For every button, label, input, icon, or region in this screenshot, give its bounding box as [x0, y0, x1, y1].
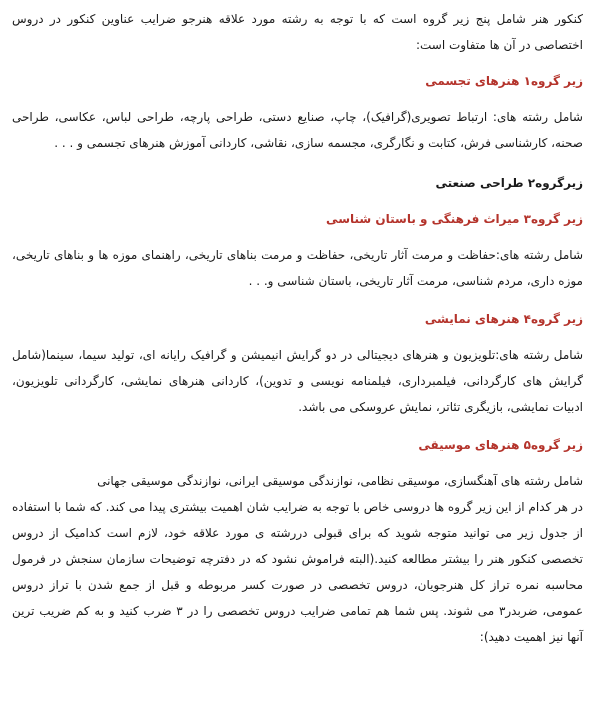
body-visual-arts: شامل رشته های: ارتباط تصویری(گرافیک)، چاپ، صنایع دستی، طراحی پارچه، طراحی لباس، عکاسی، طراحی صحنه، کارشناسی فرش، کتابت و نگارگری، مجسمه سازی، نقاشی، کاردانی آموزش هنرهای تجسمی و . . .: [12, 110, 583, 150]
heading-cultural-heritage: زیر گروه۳ میراث فرهنگی و باستان شناسی: [326, 212, 583, 226]
body-music: شامل رشته های آهنگسازی، موسیقی نظامی، نوازندگی موسیقی ایرانی، نوازندگی موسیقی جهانی: [97, 474, 583, 488]
closing-paragraph: در هر کدام از این زیر گروه ها دروسی خاص با توجه به ضرایب شان اهمیت بیشتری پیدا می کند. که شما با استفاده از جدول زیر می توانید متوجه شوید که برای قبولی دررشته ی مورد علاقه خود، لازم است کدامیک از دروس تخصصی کنکور هنر را بیشتر مطالعه کنید.(البته فراموش نشود که در دفترچه توضیحات سازمان سنجش در فرمول محاسبه نمره تراز کل هنرجویان، دروس تخصصی در صورت کسر مربوطه و قبل از جمع شدن با تراز دروس عمومی، ضربدر۳ می شوند. پس شما هم تمامی ضرایب دروس تخصصی را در ۳ ضرب کنید و به کم ضریب ترین آنها نیز اهمیت دهید):: [12, 500, 583, 644]
intro-paragraph: کنکور هنر شامل پنج زیر گروه است که با توجه به رشته مورد علاقه هنرجو ضرایب عناوین کنکور در دروس اختصاصی در آن ها متفاوت است:: [12, 12, 583, 52]
heading-visual-arts: زیر گروه۱ هنرهای تجسمی: [425, 74, 583, 88]
heading-performing-arts: زیر گروه۴ هنرهای نمایشی: [424, 312, 583, 326]
body-performing-arts: شامل رشته های:تلویزیون و هنرهای دیجیتالی در دو گرایش انیمیشن و گرافیک رایانه ای، تولید سیما، سینما(شامل گرایش های کارگردانی، فیلمبرداری، فیلمنامه نویسی و تدوین)، کاردانی هنرهای نمایشی، کارگردانی تلویزیون، ادبیات نمایشی، بازیگری تئاتر، نمایش عروسکی می باشد.: [12, 348, 583, 414]
heading-music: زیر گروه۵ هنرهای موسیقی: [418, 438, 583, 452]
body-cultural-heritage: شامل رشته های:حفاظت و مرمت آثار تاریخی، حفاظت و مرمت بناهای تاریخی، راهنمای موزه ها و بناهای تاریخی، موزه داری، مردم شناسی، مرمت آثار تاریخی، باستان شناسی و. . .: [12, 248, 583, 288]
heading-industrial-design: زیرگروه۲ طراحی صنعتی: [435, 176, 583, 190]
